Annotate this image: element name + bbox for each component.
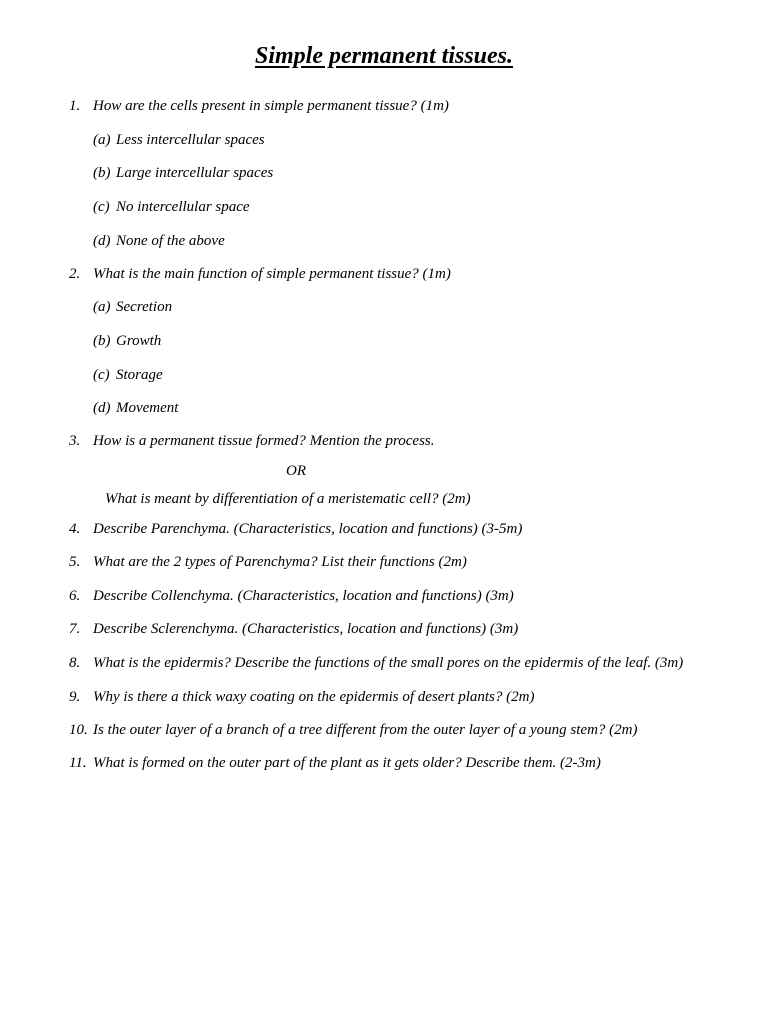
question-text: What is the main function of simple permanent tissue? (1m) [93,266,451,282]
question-text: Describe Sclerenchyma. (Characteristics, location and functions) (3m) [93,621,519,637]
option-label: (b) [93,165,111,181]
question-text: What are the 2 types of Parenchyma? List their functions (2m) [93,554,467,570]
question-text: Is the outer layer of a branch of a tree different from the outer layer of a young stem? (2m) [93,722,638,738]
question-number: 9. [69,689,81,705]
option-text: Growth [116,333,162,349]
question-text: What is the epidermis? Describe the functions of the small pores on the epidermis of the leaf. (3m) [93,655,684,671]
option-label: (c) [93,199,110,215]
option-text: Storage [116,367,163,383]
option-label: (d) [93,233,111,249]
or-separator: OR [286,463,306,479]
question-text: How are the cells present in simple permanent tissue? (1m) [93,98,449,114]
question-number: 4. [69,521,81,537]
question-number: 3. [69,433,81,449]
question-number: 11. [69,755,87,771]
option-text: Large intercellular spaces [116,165,274,181]
question-text: What is formed on the outer part of the plant as it gets older? Describe them. (2-3m) [93,755,601,771]
question-text: Why is there a thick waxy coating on the epidermis of desert plants? (2m) [93,689,535,705]
question-number: 1. [69,98,81,114]
option-label: (c) [93,367,110,383]
question-text: Describe Parenchyma. (Characteristics, location and functions) (3-5m) [93,521,523,537]
alternate-question-text: What is meant by differentiation of a meristematic cell? (2m) [105,491,471,507]
question-number: 6. [69,588,81,604]
option-text: No intercellular space [116,199,250,215]
question-text: How is a permanent tissue formed? Mention the process. [93,433,435,449]
option-label: (a) [93,299,111,315]
option-text: Less intercellular spaces [116,132,265,148]
option-label: (a) [93,132,111,148]
option-text: Secretion [116,299,173,315]
option-label: (d) [93,400,111,416]
option-text: None of the above [116,233,225,249]
option-label: (b) [93,333,111,349]
question-text: Describe Collenchyma. (Characteristics, location and functions) (3m) [93,588,514,604]
question-number: 5. [69,554,81,570]
question-number: 7. [69,621,81,637]
question-number: 10. [69,722,88,738]
question-number: 2. [69,266,81,282]
page-title: Simple permanent tissues. [254,43,514,69]
option-text: Movement [116,400,179,416]
question-number: 8. [69,655,81,671]
